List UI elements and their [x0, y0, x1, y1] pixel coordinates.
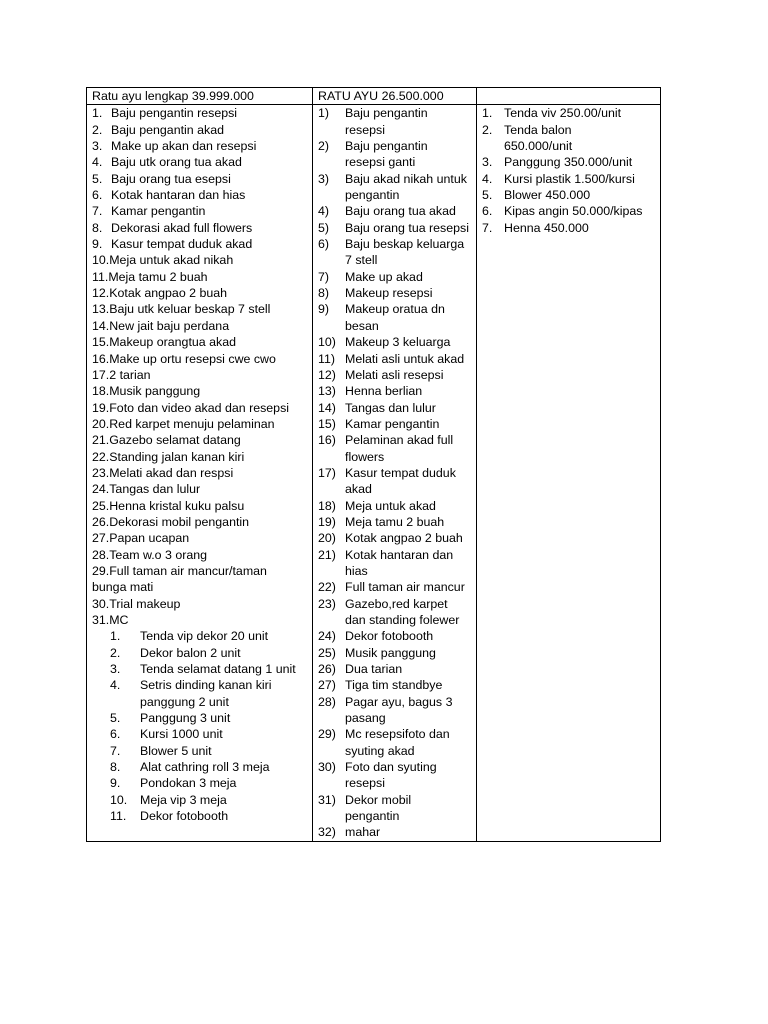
list-number: 20.	[92, 416, 110, 431]
package-item	[318, 792, 473, 825]
list-text: Foto dan video akad dan resepsi	[109, 400, 290, 415]
list-text: MC	[109, 613, 129, 627]
list-number: 31)	[318, 792, 336, 807]
list-number: 4.	[92, 155, 103, 170]
list-number: 26.	[92, 514, 110, 529]
list-text: Full taman air mancur	[345, 580, 465, 595]
list-text: Panggung 3 unit	[140, 711, 231, 726]
list-number: 21.	[92, 433, 110, 448]
header-empty	[477, 88, 661, 105]
package-item	[92, 334, 309, 350]
list-number: 5.	[92, 171, 103, 186]
extras-price-column	[477, 105, 661, 841]
list-number: 22)	[318, 580, 336, 595]
package-item	[92, 285, 309, 301]
list-number: 10.	[110, 792, 128, 807]
list-text: Kasur tempat duduk akad	[111, 237, 253, 252]
package-item	[318, 628, 473, 644]
package-item	[92, 547, 309, 563]
list-text: Pagar ayu, bagus 3 pasang	[345, 694, 453, 726]
package-item	[318, 530, 473, 546]
package-item	[318, 694, 473, 727]
list-text: Make up akan dan resepsi	[111, 139, 257, 154]
list-text: Kamar pengantin	[345, 416, 440, 431]
list-text: Baju pengantin resepsi	[345, 106, 428, 137]
list-text: Henna kristal kuku palsu	[109, 498, 245, 513]
package-item	[92, 416, 309, 432]
list-number: 6.	[482, 204, 493, 219]
list-text: 2 tarian	[109, 367, 151, 382]
list-text: Blower 450.000	[504, 188, 591, 203]
mc-sublist	[92, 628, 309, 824]
ratu-ayu-lengkap-column	[87, 105, 313, 841]
package-item	[318, 514, 473, 530]
list-text: Tiga tim standbye	[345, 678, 443, 693]
list-number: 7.	[482, 220, 493, 235]
list-text: Kotak angpao 2 buah	[345, 531, 463, 546]
list-number: 3)	[318, 171, 330, 186]
list-number: 17.	[92, 367, 110, 382]
header-ratu-ayu: RATU AYU 26.500.000	[313, 88, 477, 105]
list-number: 2.	[92, 122, 103, 137]
list-text: Alat cathring roll 3 meja	[140, 760, 270, 775]
extra-price-item	[482, 154, 657, 170]
package-item	[92, 187, 309, 203]
list-number: 4.	[110, 678, 121, 693]
list-number: 12.	[92, 286, 110, 301]
list-number: 13)	[318, 384, 336, 399]
package-item	[92, 367, 309, 383]
package-item	[318, 301, 473, 334]
table-header-row	[87, 88, 661, 105]
list-number: 25)	[318, 645, 336, 660]
package-item	[92, 530, 309, 546]
extra-price-item	[482, 171, 657, 187]
list-number: 8)	[318, 286, 330, 301]
list-number: 1.	[482, 106, 493, 121]
list-text: Meja untuk akad nikah	[109, 253, 234, 268]
list-text: Tangas dan lulur	[345, 400, 436, 415]
package-item	[92, 252, 309, 268]
list-number: 4)	[318, 204, 330, 219]
list-text: Musik panggung	[345, 645, 436, 660]
mc-subitem	[92, 628, 309, 644]
list-text: Tangas dan lulur	[109, 482, 201, 497]
list-number: 8.	[110, 760, 121, 775]
list-number: 19.	[92, 400, 110, 415]
list-number: 11)	[318, 351, 335, 366]
ratu-ayu-column	[313, 105, 477, 841]
list-number: 1.	[110, 629, 121, 644]
list-number: 17)	[318, 465, 336, 480]
list-number: 6)	[318, 237, 330, 252]
list-text: Melati akad dan respsi	[109, 465, 234, 480]
list-number: 27.	[92, 531, 110, 546]
package-item	[318, 498, 473, 514]
list-number: 15.	[92, 335, 110, 350]
list-text: Tenda vip dekor 20 unit	[140, 629, 269, 644]
package-item	[92, 220, 309, 236]
extra-price-item	[482, 203, 657, 219]
list-number: 27)	[318, 678, 336, 693]
package-item	[92, 105, 309, 121]
package-item	[92, 612, 309, 628]
list-text: Setris dinding kanan kiri panggung 2 unit	[140, 678, 272, 709]
package-item	[318, 465, 473, 498]
package-item	[92, 514, 309, 530]
list-text: Kotak angpao 2 buah	[109, 286, 228, 301]
list-number: 24)	[318, 629, 336, 644]
list-text: Baju orang tua esepsi	[111, 171, 231, 186]
list-text: Dekorasi akad full flowers	[111, 220, 253, 235]
package-item	[318, 579, 473, 595]
package-item	[318, 105, 473, 138]
list-number: 8.	[92, 220, 103, 235]
list-text: Kotak hantaran dan hias	[111, 188, 246, 203]
list-text: Blower 5 unit	[140, 743, 212, 758]
list-number: 11.	[110, 809, 127, 824]
list-number: 21)	[318, 547, 336, 562]
package-item	[318, 661, 473, 677]
mc-subitem	[92, 743, 309, 759]
list-text: Mc resepsifoto dan syuting akad	[345, 727, 450, 758]
package-item	[318, 367, 473, 383]
list-text: Kamar pengantin	[111, 204, 206, 219]
list-number: 3.	[92, 139, 103, 154]
mc-subitem	[92, 726, 309, 742]
list-text: Meja untuk akad	[345, 498, 436, 513]
package-item	[318, 220, 473, 236]
list-number: 10.	[92, 253, 110, 268]
package-item	[318, 285, 473, 301]
list-number: 9.	[110, 776, 121, 791]
list-text: Baju akad nikah untuk pengantin	[345, 171, 467, 203]
list-text: Full taman air mancur/taman bunga mati	[92, 563, 267, 595]
list-number: 30.	[92, 596, 110, 611]
list-text: Dua tarian	[345, 662, 403, 677]
mc-subitem	[92, 677, 309, 710]
mc-subitem	[92, 661, 309, 677]
list-text: Makeup orangtua akad	[109, 335, 236, 350]
package-item	[92, 318, 309, 334]
package-item	[92, 203, 309, 219]
list-text: Dekorasi mobil pengantin	[109, 514, 250, 529]
package-item	[318, 269, 473, 285]
list-text: Tenda viv 250.00/unit	[504, 106, 622, 121]
list-number: 25.	[92, 498, 110, 513]
mc-subitem	[92, 759, 309, 775]
list-text: Make up akad	[345, 269, 423, 284]
list-text: Team w.o 3 orang	[109, 547, 208, 562]
package-item	[318, 547, 473, 580]
list-text: Meja tamu 2 buah	[108, 269, 208, 284]
package-item	[92, 171, 309, 187]
header-ratu-ayu-lengkap: Ratu ayu lengkap 39.999.000	[87, 88, 313, 105]
list-text: Baju pengantin akad	[111, 122, 224, 137]
list-text: Makeup 3 keluarga	[345, 335, 451, 350]
list-number: 7)	[318, 269, 330, 284]
list-number: 1)	[318, 106, 330, 121]
list-text: Kasur tempat duduk akad	[345, 465, 456, 497]
list-number: 1.	[92, 106, 103, 121]
list-text: Gazebo selamat datang	[109, 433, 241, 448]
package-item	[318, 677, 473, 693]
list-text: Make up ortu resepsi cwe cwo	[109, 351, 276, 366]
list-number: 32)	[318, 825, 336, 840]
list-text: Henna 450.000	[504, 220, 589, 235]
package-table	[86, 87, 661, 842]
list-number: 9.	[92, 237, 103, 252]
list-number: 11.	[92, 269, 109, 284]
list-number: 2.	[482, 122, 493, 137]
list-number: 23.	[92, 465, 110, 480]
list-number: 2)	[318, 139, 330, 154]
package-item	[318, 334, 473, 350]
extra-price-item	[482, 187, 657, 203]
list-text: Kursi 1000 unit	[140, 727, 223, 742]
mc-subitem	[92, 645, 309, 661]
list-text: Panggung 350.000/unit	[504, 155, 633, 170]
package-item	[318, 236, 473, 269]
mc-subitem	[92, 775, 309, 791]
list-text: Baju orang tua resepsi	[345, 220, 469, 235]
package-item	[92, 301, 309, 317]
list-number: 3.	[110, 662, 121, 677]
list-text: Standing jalan kanan kiri	[109, 449, 245, 464]
list-text: Makeup resepsi	[345, 286, 433, 301]
package-item	[318, 596, 473, 629]
list-number: 7.	[110, 743, 121, 758]
list-text: Baju orang tua akad	[345, 204, 456, 219]
list-number: 13.	[92, 302, 110, 317]
package-item	[92, 498, 309, 514]
mc-subitem	[92, 710, 309, 726]
list-text: Kotak hantaran dan hias	[345, 547, 454, 578]
list-number: 16)	[318, 433, 336, 448]
package-item	[318, 645, 473, 661]
list-number: 7.	[92, 204, 103, 219]
package-item	[92, 481, 309, 497]
list-text: Melati asli resepsi	[345, 367, 444, 382]
package-item	[318, 416, 473, 432]
list-number: 5.	[482, 188, 493, 203]
list-number: 14)	[318, 400, 336, 415]
list-number: 14.	[92, 318, 110, 333]
list-number: 6.	[92, 188, 103, 203]
list-number: 20)	[318, 531, 336, 546]
list-number: 19)	[318, 514, 336, 529]
list-number: 10)	[318, 335, 336, 350]
package-item	[92, 154, 309, 170]
list-text: Makeup oratua dn besan	[345, 302, 445, 333]
list-text: Pelaminan akad full flowers	[345, 433, 454, 464]
package-item	[318, 138, 473, 171]
package-item	[92, 563, 309, 596]
package-item	[318, 171, 473, 204]
package-item	[318, 400, 473, 416]
extra-price-item	[482, 122, 657, 155]
list-text: Kipas angin 50.000/kipas	[504, 204, 643, 219]
package-item	[318, 726, 473, 759]
list-text: Meja tamu 2 buah	[345, 514, 445, 529]
package-item	[92, 432, 309, 448]
list-text: Dekor mobil pengantin	[345, 792, 412, 824]
list-text: Papan ucapan	[109, 531, 190, 546]
package-item	[318, 351, 473, 367]
list-number: 28)	[318, 694, 336, 709]
list-text: Baju pengantin resepsi	[111, 106, 238, 121]
package-item	[92, 449, 309, 465]
package-item	[318, 824, 473, 840]
list-text: Dekor balon 2 unit	[140, 645, 241, 660]
list-text: Dekor fotobooth	[345, 629, 434, 644]
list-text: Gazebo,red karpet dan standing folewer	[345, 596, 460, 627]
list-text: Tenda balon 650.000/unit	[504, 122, 573, 154]
package-item	[92, 351, 309, 367]
list-number: 16.	[92, 351, 110, 366]
list-number: 15)	[318, 416, 336, 431]
list-text: Pondokan 3 meja	[140, 776, 237, 791]
list-text: Red karpet menuju pelaminan	[109, 416, 275, 431]
list-number: 9)	[318, 302, 330, 317]
list-number: 18.	[92, 384, 110, 399]
list-number: 23)	[318, 596, 336, 611]
list-text: Tenda selamat datang 1 unit	[140, 662, 296, 677]
list-text: Baju beskap keluarga 7 stell	[345, 237, 465, 268]
package-item	[318, 203, 473, 219]
list-number: 31.	[92, 613, 110, 627]
list-text: Foto dan syuting resepsi	[345, 760, 437, 791]
list-text: Henna berlian	[345, 384, 423, 399]
package-item	[318, 432, 473, 465]
package-item	[92, 138, 309, 154]
list-text: Musik panggung	[109, 384, 201, 399]
package-item	[92, 465, 309, 481]
list-number: 29.	[92, 563, 110, 578]
list-text: Baju utk keluar beskap 7 stell	[109, 302, 271, 317]
package-item	[92, 122, 309, 138]
list-text: Meja vip 3 meja	[140, 792, 227, 807]
list-text: Baju utk orang tua akad	[111, 155, 242, 170]
list-text: Kursi plastik 1.500/kursi	[504, 171, 635, 186]
list-text: Baju pengantin resepsi ganti	[345, 139, 428, 170]
list-number: 18)	[318, 498, 336, 513]
list-text: New jait baju perdana	[109, 318, 230, 333]
list-text: mahar	[345, 825, 381, 840]
package-item	[92, 383, 309, 399]
ratu-ayu-lengkap-list	[92, 105, 309, 628]
list-number: 3.	[482, 155, 493, 170]
ratu-ayu-list	[318, 105, 473, 840]
package-item	[92, 400, 309, 416]
list-text: Dekor fotobooth	[140, 809, 229, 824]
mc-subitem	[92, 792, 309, 808]
list-text: Trial makeup	[109, 596, 181, 611]
list-number: 24.	[92, 482, 110, 497]
list-number: 2.	[110, 645, 121, 660]
list-number: 26)	[318, 662, 336, 677]
list-number: 30)	[318, 760, 336, 775]
package-item	[92, 596, 309, 612]
package-item	[92, 236, 309, 252]
package-item	[318, 383, 473, 399]
list-number: 4.	[482, 171, 493, 186]
package-item	[318, 759, 473, 792]
list-number: 6.	[110, 727, 121, 742]
list-number: 28.	[92, 547, 110, 562]
list-number: 22.	[92, 449, 110, 464]
extra-price-item	[482, 220, 657, 236]
list-number: 29)	[318, 727, 336, 742]
package-item	[92, 269, 309, 285]
extras-price-list	[482, 105, 657, 236]
mc-subitem	[92, 808, 309, 824]
list-number: 5.	[110, 711, 121, 726]
table-body-row	[87, 105, 661, 841]
extra-price-item	[482, 105, 657, 121]
list-number: 12)	[318, 367, 336, 382]
list-number: 5)	[318, 220, 330, 235]
list-text: Melati asli untuk akad	[345, 351, 465, 366]
